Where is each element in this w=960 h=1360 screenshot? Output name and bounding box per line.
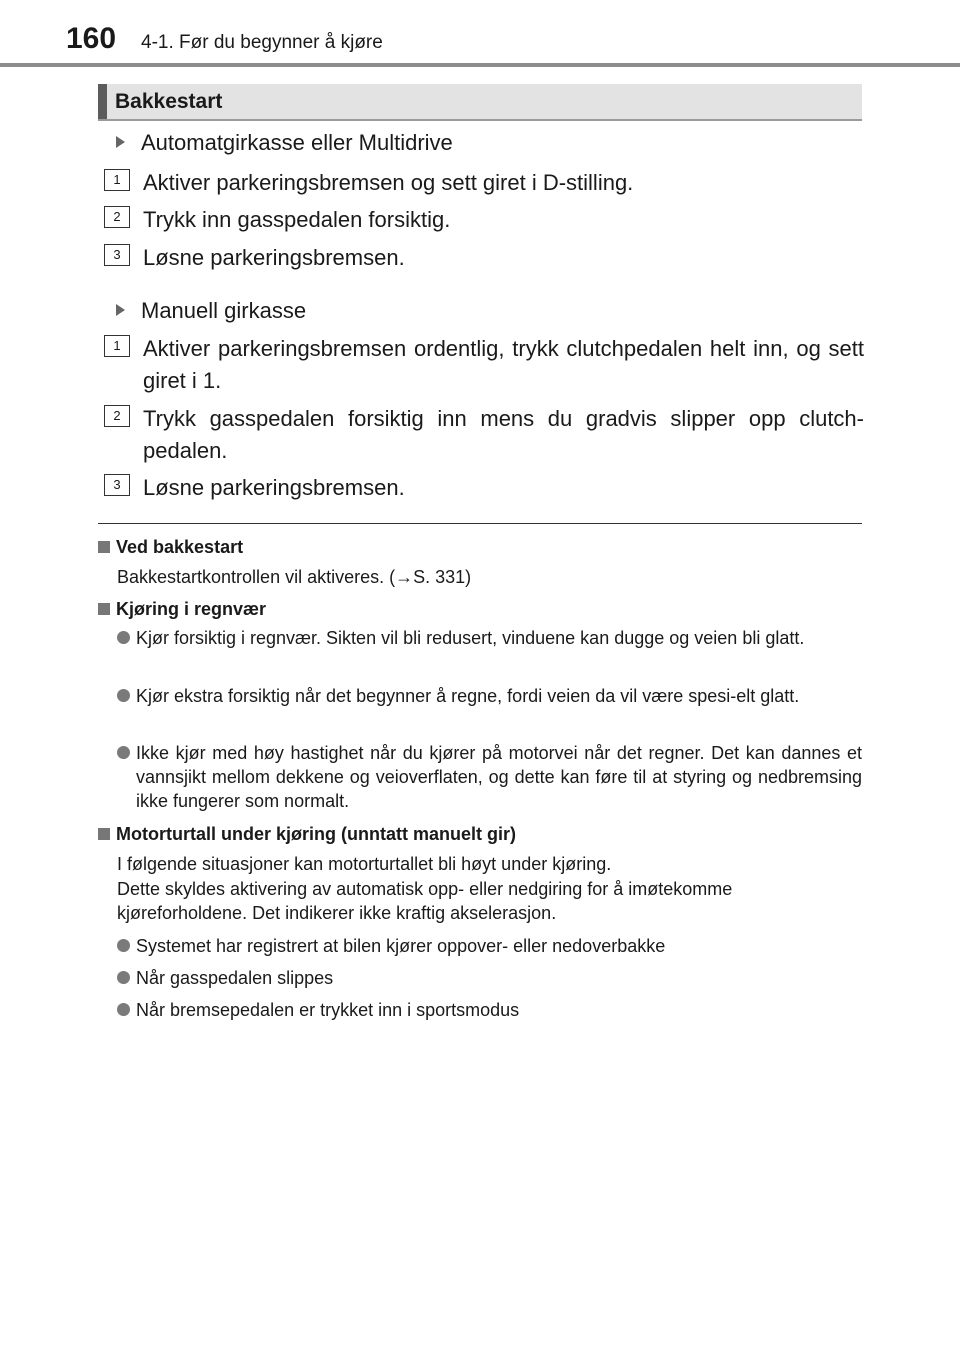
section-divider [98, 523, 862, 524]
bullet-text: Ikke kjør med høy hastighet når du kjører på motorvei når det regner. Det kan dannes et vannsjikt mellom dekkene og veioverflaten, og dette kan føre til at styring og nedbremsing ikke fungerer som normalt. [136, 743, 862, 811]
step-number-box: 1 [104, 169, 130, 191]
automatic-step-3 [104, 242, 864, 274]
manual-step-1 [104, 333, 864, 397]
note-title: Ved bakkestart [116, 537, 244, 557]
step-text: Trykk gasspedalen forsiktig inn mens du gradvis slipper opp clutch-pedalen. [143, 406, 864, 463]
rpm-bullet-2 [117, 966, 862, 990]
rpm-bullet-3 [117, 998, 862, 1022]
note-title: Motorturtall under kjøring (unntatt manuelt gir) [116, 824, 516, 844]
step-text: Løsne parkeringsbremsen. [143, 475, 405, 500]
page-number: 160 [66, 22, 117, 55]
square-bullet-icon [98, 541, 110, 553]
page-header [0, 0, 960, 68]
automatic-heading [116, 129, 453, 157]
round-bullet-icon [117, 971, 130, 984]
round-bullet-icon [117, 746, 130, 759]
triangle-arrow-icon [116, 304, 125, 316]
automatic-heading-text: Automatgirkasse eller Multidrive [141, 130, 453, 155]
round-bullet-icon [117, 689, 130, 702]
note-hill-start-heading [98, 535, 243, 559]
step-text: Aktiver parkeringsbremsen ordentlig, trykk clutchpedalen helt inn, og sett giret i 1. [143, 336, 864, 393]
step-number-box: 2 [104, 405, 130, 427]
step-text: Aktiver parkeringsbremsen og sett giret i D-stilling. [143, 170, 634, 195]
note-hill-start-text: Bakkestartkontrollen vil aktiveres. (→S. 331) [117, 567, 472, 587]
bullet-text: Når gasspedalen slippes [136, 968, 334, 988]
note-rpm-line-1: I følgende situasjoner kan motorturtallet bli høyt under kjøring. [117, 854, 612, 874]
bullet-text: Systemet har registrert at bilen kjører oppover- eller nedoverbakke [136, 936, 666, 956]
section-bar-accent [98, 84, 107, 119]
triangle-arrow-icon [116, 136, 125, 148]
automatic-step-2 [104, 204, 864, 236]
note-rain-heading [98, 597, 266, 621]
manual-heading [116, 297, 306, 325]
step-number-box: 3 [104, 474, 130, 496]
step-number-box: 1 [104, 335, 130, 357]
note-title: Kjøring i regnvær [116, 599, 267, 619]
rpm-bullet-1 [117, 934, 862, 958]
bullet-text: Kjør ekstra forsiktig når det begynner å regne, fordi veien da vil være spesi-elt glatt. [136, 686, 800, 706]
manual-heading-text: Manuell girkasse [141, 298, 307, 323]
rain-bullet-2 [117, 684, 862, 708]
round-bullet-icon [117, 1003, 130, 1016]
step-text: Løsne parkeringsbremsen. [143, 245, 405, 270]
rain-bullet-1 [117, 626, 862, 650]
note-rpm-line-2: Dette skyldes aktivering av automatisk opp- eller nedgiring for å imøtekomme kjøreforholdene. Det indikerer ikke kraftig akselerasjon. [117, 879, 733, 923]
manual-step-2 [104, 403, 864, 467]
chapter-title: 4-1. Før du begynner å kjøre [141, 32, 383, 53]
step-number-box: 2 [104, 206, 130, 228]
round-bullet-icon [117, 631, 130, 644]
automatic-step-1 [104, 167, 864, 199]
header-rule [0, 63, 960, 67]
manual-step-3 [104, 472, 864, 504]
bullet-text: Når bremsepedalen er trykket inn i sportsmodus [136, 1000, 520, 1020]
section-title-bar [98, 84, 862, 121]
step-number-box: 3 [104, 244, 130, 266]
step-text: Trykk inn gasspedalen forsiktig. [143, 207, 451, 232]
square-bullet-icon [98, 828, 110, 840]
section-title: Bakkestart [115, 90, 223, 113]
rain-bullet-3 [117, 741, 862, 813]
round-bullet-icon [117, 939, 130, 952]
note-rpm-heading [98, 822, 516, 846]
bullet-text: Kjør forsiktig i regnvær. Sikten vil bli redusert, vinduene kan dugge og veien bli glatt. [136, 628, 805, 648]
square-bullet-icon [98, 603, 110, 615]
